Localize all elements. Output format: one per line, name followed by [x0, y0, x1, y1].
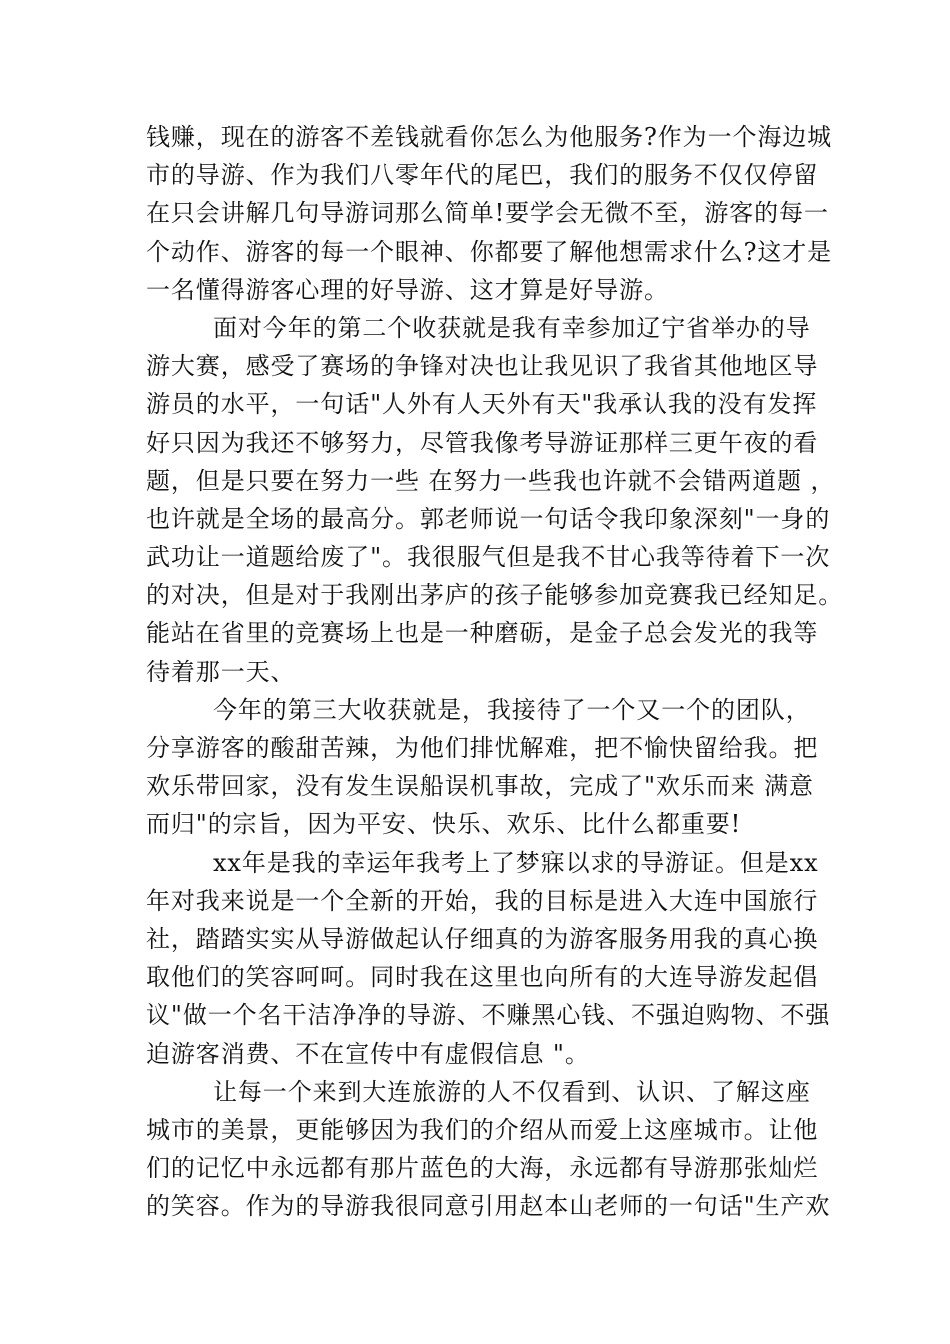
text-line: 一名懂得游客心理的好导游、这才算是好导游。 — [146, 275, 669, 304]
paragraph — [146, 118, 833, 309]
text-line: 而归"的宗旨，因为平安、快乐、欢乐、比什么都重要! — [146, 810, 742, 839]
text-line: 年对我来说是一个全新的开始，我的目标是进入大连中国旅行 — [146, 886, 819, 915]
text-line: 社，踏踏实实从导游做起认仔细真的为游客服务用我的真心换 — [146, 924, 819, 953]
text-line: 市的导游、作为我们八零年代的尾巴，我们的服务不仅仅停留 — [146, 161, 819, 190]
paragraph — [146, 691, 819, 844]
text-line: 们的记忆中永远都有那片蓝色的大海，永远都有导游那张灿烂 — [146, 1154, 819, 1183]
text-line: 游员的水平，一句话"人外有人天外有天"我承认我的没有发挥 — [146, 390, 818, 419]
document-body — [146, 118, 844, 1225]
text-line: 欢乐带回家，没有发生误船误机事故，完成了"欢乐而来 满意 — [146, 772, 814, 801]
text-line: 在只会讲解几句导游词那么简单!要学会无微不至，游客的每一 — [146, 199, 829, 228]
text-line: 城市的美景，更能够因为我们的介绍从而爱上这座城市。让他 — [146, 1115, 819, 1144]
text-line: 游大赛，感受了赛场的争锋对决也让我见识了我省其他地区导 — [146, 352, 819, 381]
paragraph — [146, 309, 844, 691]
text-line: 待着那一天、 — [146, 657, 296, 686]
text-line: 钱赚，现在的游客不差钱就看你怎么为他服务?作为一个海边城 — [146, 123, 833, 151]
text-line: 面对今年的第二个收获就是我有幸参加辽宁省举办的导 — [213, 313, 811, 342]
text-line: 议"做一个名干洁净净的导游、不赚黑心钱、不强迫购物、不强 — [146, 1001, 831, 1030]
text-line: 的笑容。作为的导游我很同意引用赵本山老师的一句话"生产欢 — [146, 1192, 831, 1221]
text-line: 迫游客消费、不在宣传中有虚假信息 "。 — [146, 1039, 590, 1068]
text-line: 取他们的笑容呵呵。同时我在这里也向所有的大连导游发起倡 — [146, 963, 819, 992]
text-line: 分享游客的酸甜苦辣，为他们排忧解难，把不愉快留给我。把 — [146, 734, 819, 762]
text-line: 武功让一道题给废了"。我很服气但是我不甘心我等待着下一次 — [146, 543, 831, 572]
text-line: 的对决，但是对于我刚出茅庐的孩子能够参加竞赛我已经知足。 — [146, 581, 844, 610]
paragraph — [146, 844, 831, 1073]
text-line: 今年的第三大收获就是，我接待了一个又一个的团队， — [213, 695, 811, 724]
text-line: 好只因为我还不够努力，尽管我像考导游证那样三更午夜的看 — [146, 428, 819, 457]
text-line: 能站在省里的竞赛场上也是一种磨砺，是金子总会发光的我等 — [146, 619, 819, 648]
paragraph — [146, 1073, 831, 1226]
text-line: xx年是我的幸运年我考上了梦寐以求的导游证。但是xx — [213, 848, 819, 877]
text-line: 题，但是只要在努力一些 在努力一些我也许就不会错两道题 ， — [146, 466, 836, 495]
text-line: 个动作、游客的每一个眼神、你都要了解他想需求什么?这才是 — [146, 237, 833, 266]
text-line: 也许就是全场的最高分。郭老师说一句话令我印象深刻"一身的 — [146, 504, 831, 533]
text-line: 让每一个来到大连旅游的人不仅看到、认识、了解这座 — [213, 1077, 811, 1106]
